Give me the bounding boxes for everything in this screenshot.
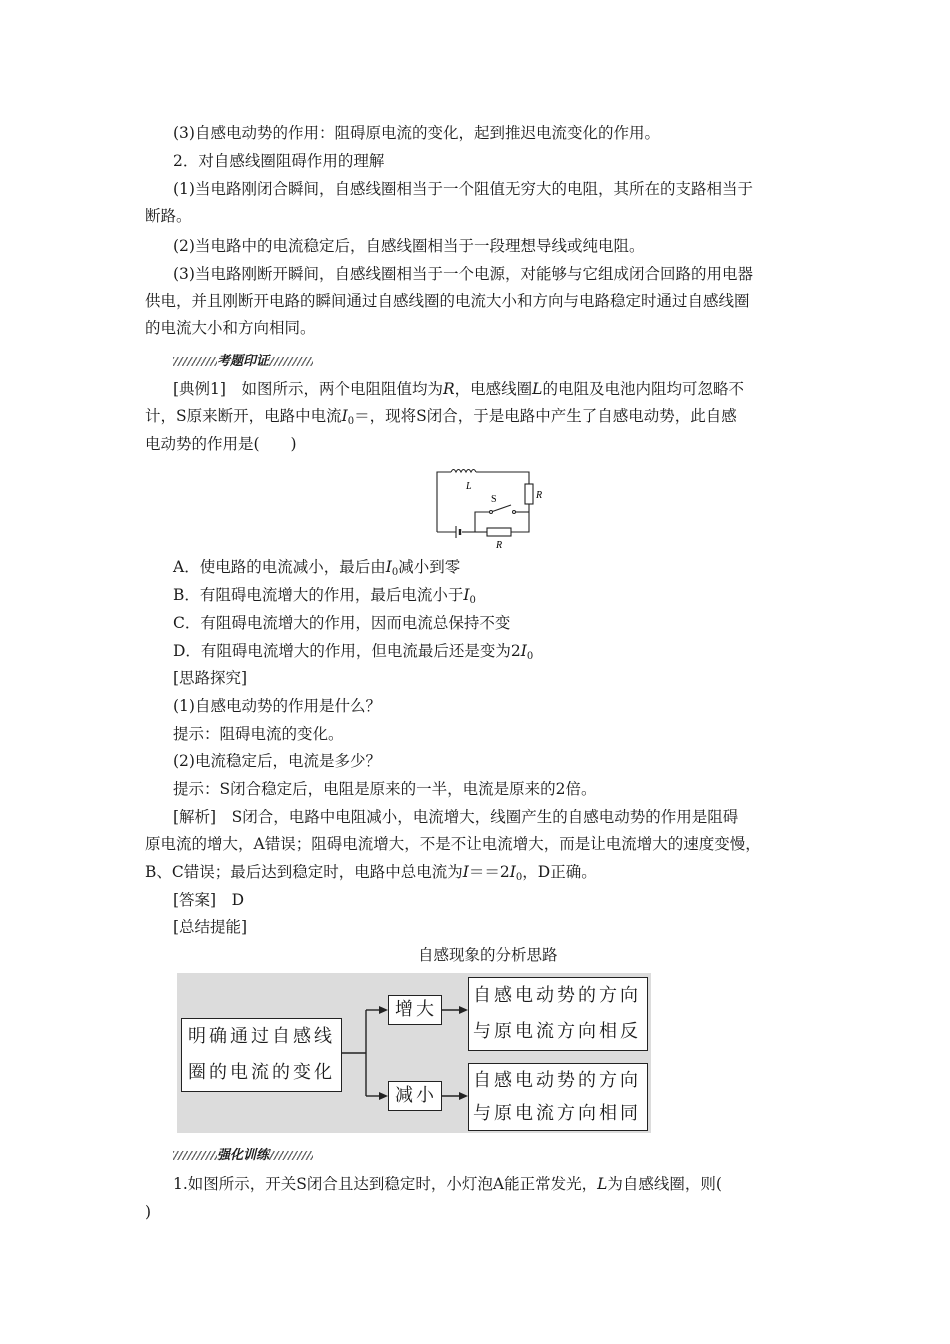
paragraph-closing-moment: (1)当电路刚闭合瞬间，自感线圈相当于一个阻值无穷大的电阻，其所在的支路相当于 [173, 180, 753, 198]
option-c: C．有阻碍电流增大的作用，因而电流总保持不变 [173, 614, 511, 632]
section-header-text: 考题印证 [217, 354, 270, 369]
resistor-bottom [487, 528, 511, 536]
subscript: 0 [526, 651, 534, 662]
analysis-line-3 [145, 862, 597, 888]
example-line-2 [145, 406, 737, 432]
wire [476, 472, 529, 484]
paragraph-steady-state: (2)当电路中的电流稳定后，自感线圈相当于一段理想导线或纯电阻。 [173, 237, 645, 255]
subscript: 0 [515, 872, 523, 883]
example-line-3: 电动势的作用是( ) [145, 435, 297, 453]
option-text: 减小到零 [398, 558, 461, 576]
box-increase: 增大 [388, 995, 442, 1025]
answer-line: [答案] D [173, 891, 245, 909]
label-R-bottom: R [496, 540, 503, 550]
option-text: B．有阻碍电流增大的作用，最后电流小于 [173, 586, 464, 604]
paragraph-self-emf-effect: (3)自感电动势的作用：阻碍原电流的变化，起到推迟电流变化的作用。 [173, 124, 660, 142]
hatch-decoration [269, 1151, 313, 1160]
box-text: 自感电动势的方向 [473, 1070, 641, 1091]
label-S: S [491, 494, 497, 505]
paragraph-closing-moment-cont: 断路。 [145, 207, 192, 225]
exercise-line-1 [173, 1174, 722, 1194]
section-header-exam [173, 350, 313, 369]
analysis-line-1: [解析] S闭合，电路中电阻减小，电流增大，线圈产生的自感电动势的作用是阻碍 [173, 808, 739, 826]
switch-S [491, 505, 511, 512]
hatch-decoration [269, 357, 313, 366]
paragraph-opening-moment-cont2: 的电流大小和方向相同。 [145, 319, 316, 337]
thinking-hint-1: 提示：阻碍电流的变化。 [173, 725, 344, 743]
analysis-text: ，D正确。 [522, 863, 597, 881]
switch-contact [513, 511, 516, 514]
example-line-1 [173, 379, 744, 399]
subscript: 0 [391, 567, 399, 578]
exercise-line-2: ) [145, 1203, 152, 1221]
box-text: 与原电流方向相反 [473, 1021, 641, 1042]
example-text: ＝，现将S闭合，于是电路中产生了自感电动势，此自感 [354, 407, 737, 425]
paragraph-opening-moment: (3)当电路刚断开瞬间，自感线圈相当于一个电源，对能够与它组成闭合回路的用电器 [173, 265, 753, 283]
thinking-question-2: (2)电流稳定后，电流是多少？ [173, 752, 381, 770]
exercise-text: 1.如图所示，开关S闭合且达到稳定时，小灯泡A能正常发光， [173, 1175, 598, 1193]
box-text: 明确通过自感线 [188, 1026, 335, 1047]
variable-L: L [532, 380, 543, 398]
flow-diagram [177, 973, 651, 1133]
thinking-question-1: (1)自感电动势的作用是什么？ [173, 697, 381, 715]
arrowhead [379, 1092, 388, 1100]
box-decrease: 减小 [388, 1081, 442, 1111]
example-text: 的电阻及电池内阻均可忽略不 [542, 380, 744, 398]
option-a [173, 557, 460, 583]
box-text: 与原电流方向相同 [473, 1103, 641, 1124]
variable-I: I [509, 863, 516, 881]
section-header-training [173, 1144, 313, 1163]
summary-label: [总结提能] [173, 918, 248, 936]
hatch-decoration [173, 357, 217, 366]
variable-I: I [341, 407, 348, 425]
subscript: 0 [469, 595, 476, 606]
box-emf-opposite [468, 977, 648, 1051]
example-text: [典例1] 如图所示，两个电阻阻值均为 [173, 380, 443, 398]
variable-I: I [462, 863, 469, 881]
coil-L [451, 470, 476, 473]
variable-L: L [597, 1175, 608, 1193]
variable-R: R [442, 380, 455, 398]
arrowhead [379, 1006, 388, 1014]
label-L: L [466, 481, 472, 492]
circuit-diagram [433, 462, 563, 550]
wire [437, 472, 451, 532]
variable-I: I [463, 586, 470, 604]
box-emf-same [468, 1063, 648, 1131]
analysis-line-2: 原电流的增大，A错误；阻碍电流增大，不是不让电流增大，而是让电流增大的速度变慢， [145, 835, 761, 853]
option-text: D．有阻碍电流增大的作用，但电流最后还是变为2 [173, 642, 521, 660]
section-header-text: 强化训练 [217, 1148, 270, 1163]
example-text: 计，S原来断开，电路中电流 [145, 407, 342, 425]
box-text: 自感电动势的方向 [473, 985, 641, 1006]
option-b [173, 585, 476, 611]
analysis-text: ＝＝2 [468, 863, 510, 881]
box-text: 圈的电流的变化 [188, 1062, 335, 1083]
arrowhead [459, 1092, 468, 1100]
thinking-hint-2: 提示：S闭合稳定后，电阻是原来的一半，电流是原来的2倍。 [173, 780, 597, 798]
wire [511, 504, 529, 532]
exercise-text: 为自感线圈，则( [607, 1175, 722, 1193]
subscript: 0 [347, 416, 355, 427]
box-coil-current-change [181, 1018, 342, 1092]
paragraph-opening-moment-cont1: 供电，并且刚断开电路的瞬间通过自感线圈的电流大小和方向与电路稳定时通过自感线圈 [145, 292, 750, 310]
switch-contact [490, 511, 493, 514]
hatch-decoration [173, 1151, 217, 1160]
heading-coil-understanding: 2．对自感线圈阻碍作用的理解 [173, 152, 385, 170]
wire [475, 512, 491, 532]
analysis-text: B、C错误；最后达到稳定时，电路中总电流为 [145, 863, 463, 881]
resistor-right [525, 484, 533, 504]
example-text: ，电感线圈 [454, 380, 533, 398]
label-R-right: R [536, 490, 543, 501]
option-d [173, 641, 533, 667]
diagram-title: 自感现象的分析思路 [418, 946, 558, 964]
arrowhead [459, 1006, 468, 1014]
variable-I: I [385, 558, 392, 576]
variable-I: I [520, 642, 527, 660]
option-text: A．使电路的电流减小，最后由 [173, 558, 386, 576]
thinking-label: [思路探究] [173, 669, 248, 687]
